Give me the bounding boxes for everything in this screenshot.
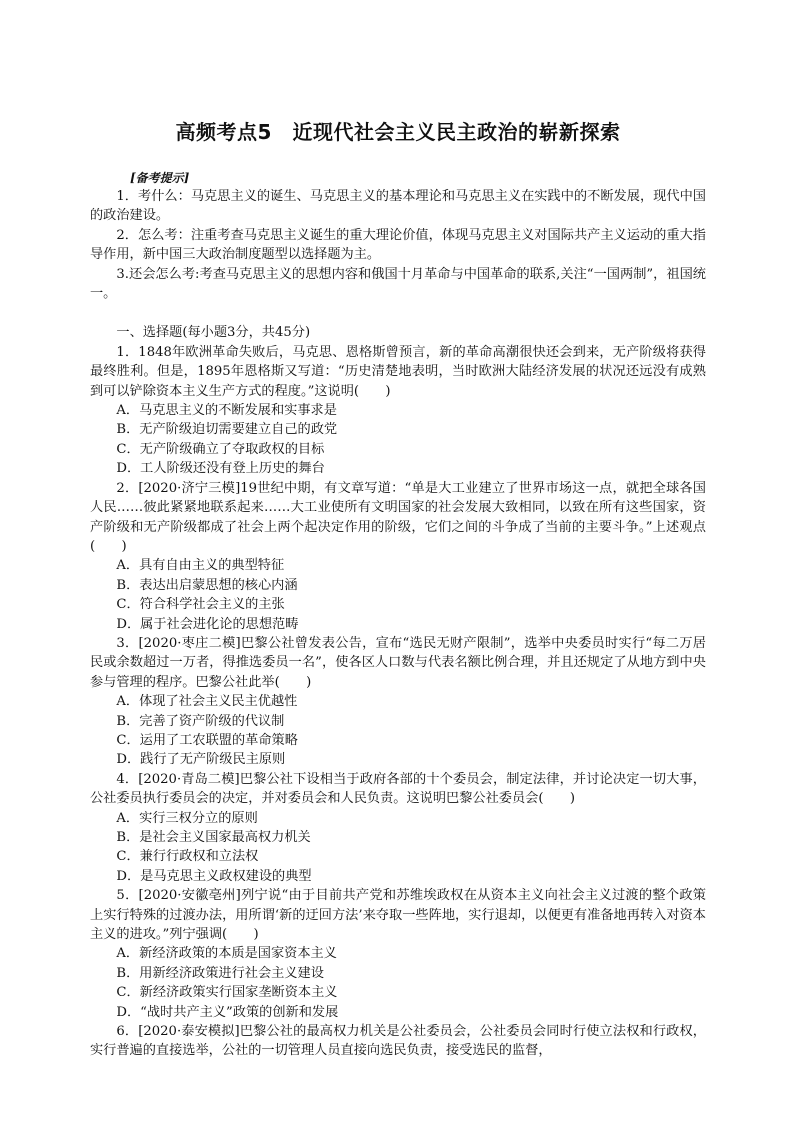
- question-stem: 6．[2020·泰安模拟]巴黎公社的最高权力机关是公社委员会，公社委员会同时行使立法权和行政权，实行普遍的直接选举，公社的一切管理人员直接向选民负责，接受选民的监督，: [90, 1024, 706, 1059]
- question-option: B．无产阶级迫切需要建立自己的政党: [116, 422, 338, 438]
- document-page: [90, 116, 706, 1061]
- question-stem: 5．[2020·安徽亳州]列宁说“由于目前共产党和苏维埃政权在从资本主义向社会主义过渡的整个政策上实行特殊的过渡办法，用所谓‘新的迂回方法’来夺取一些阵地，实行退却，以便更有准备地再转入对资本主义的进攻。”列宁强调( ): [90, 888, 706, 943]
- question-option: D．是马克思主义政权建设的典型: [116, 868, 312, 884]
- question-option: D．属于社会进化论的思想范畴: [116, 616, 299, 632]
- section-heading: 一、选择题(每小题3分，共45分): [116, 325, 311, 341]
- question-option: D．“战时共产主义”政策的创新和发展: [116, 1004, 339, 1020]
- question-option: A．体现了社会主义民主优越性: [116, 694, 298, 710]
- question-option: B．用新经济政策进行社会主义建设: [116, 965, 324, 981]
- spacer: [90, 303, 706, 323]
- question-option: C．兼行行政权和立法权: [116, 849, 259, 865]
- question-stem: 1．1848年欧洲革命失败后，马克思、恩格斯曾预言，新的革命高潮很快还会到来，无产阶级将获得最终胜利。但是，1895年恩格斯又写道：“历史清楚地表明，当时欧洲大陆经济发展的状况还远没有成熟到可以铲除资本主义生产方式的程度。”这说明( ): [90, 344, 706, 399]
- page-title: 高频考点5 近现代社会主义民主政治的崭新探索: [175, 120, 621, 144]
- question-option: D．践行了无产阶级民主原则: [116, 752, 286, 768]
- question-option: A．新经济政策的本质是国家资本主义: [116, 946, 337, 962]
- tip-item: 1．考什么：马克思主义的诞生、马克思主义的基本理论和马克思主义在实践中的不断发展，现代中国的政治建设。: [90, 189, 706, 224]
- tip-item: 3.还会怎么考:考查马克思主义的思想内容和俄国十月革命与中国革命的联系,关注“一国两制”，祖国统一。: [90, 266, 706, 302]
- question-option: A．实行三权分立的原则: [116, 810, 258, 826]
- question-stem: 4．[2020·青岛二模]巴黎公社下设相当于政府各部的十个委员会，制定法律，并讨论决定一切大事，公社委员执行委员会的决定，并对委员会和人民负责。这说明巴黎公社委员会( ): [90, 771, 706, 807]
- question-option: C．无产阶级确立了夺取政权的目标: [116, 441, 325, 457]
- question-stem: 3．[2020·枣庄二模]巴黎公社曾发表公告，宣布“选民无财产限制”，选举中央委员时实行“每二万居民或余数超过一万者，得推选委员一名”，使各区人口数与代表名额比例合理，并且还规定了从地方到中央参与管理的程序。巴黎公社此举( ): [90, 635, 706, 690]
- question-option: B．完善了资产阶级的代议制: [116, 713, 285, 729]
- question-option: C．新经济政策实行国家垄断资本主义: [116, 985, 338, 1001]
- question-option: D．工人阶级还没有登上历史的舞台: [116, 461, 325, 477]
- question-option: B．是社会主义国家最高权力机关: [116, 830, 311, 845]
- question-option: C．符合科学社会主义的主张: [116, 597, 285, 613]
- tips-label: [备考提示]: [130, 171, 190, 185]
- question-option: B．表达出启蒙思想的核心内涵: [116, 577, 298, 593]
- question-option: A．马克思主义的不断发展和实事求是: [116, 403, 337, 419]
- question-stem: 2．[2020·济宁三模]19世纪中期，有文章写道：“单是大工业建立了世界市场这一点，就把全球各国人民……彼此紧紧地联系起来……大工业使所有文明国家的社会发展大致相同，以致在所有这些国家，资产阶级和无产阶级都成了社会上两个起决定作用的阶级，它们之间的斗争成了当前的主要斗争。”上述观点( ): [90, 480, 706, 554]
- question-option: A．具有自由主义的典型特征: [116, 558, 285, 574]
- tip-item: 2．怎么考：注重考查马克思主义诞生的重大理论价值，体现马克思主义对国际共产主义运动的重大指导作用，新中国三大政治制度题型以选择题为主。: [90, 227, 706, 263]
- question-option: C．运用了工农联盟的革命策略: [116, 732, 298, 748]
